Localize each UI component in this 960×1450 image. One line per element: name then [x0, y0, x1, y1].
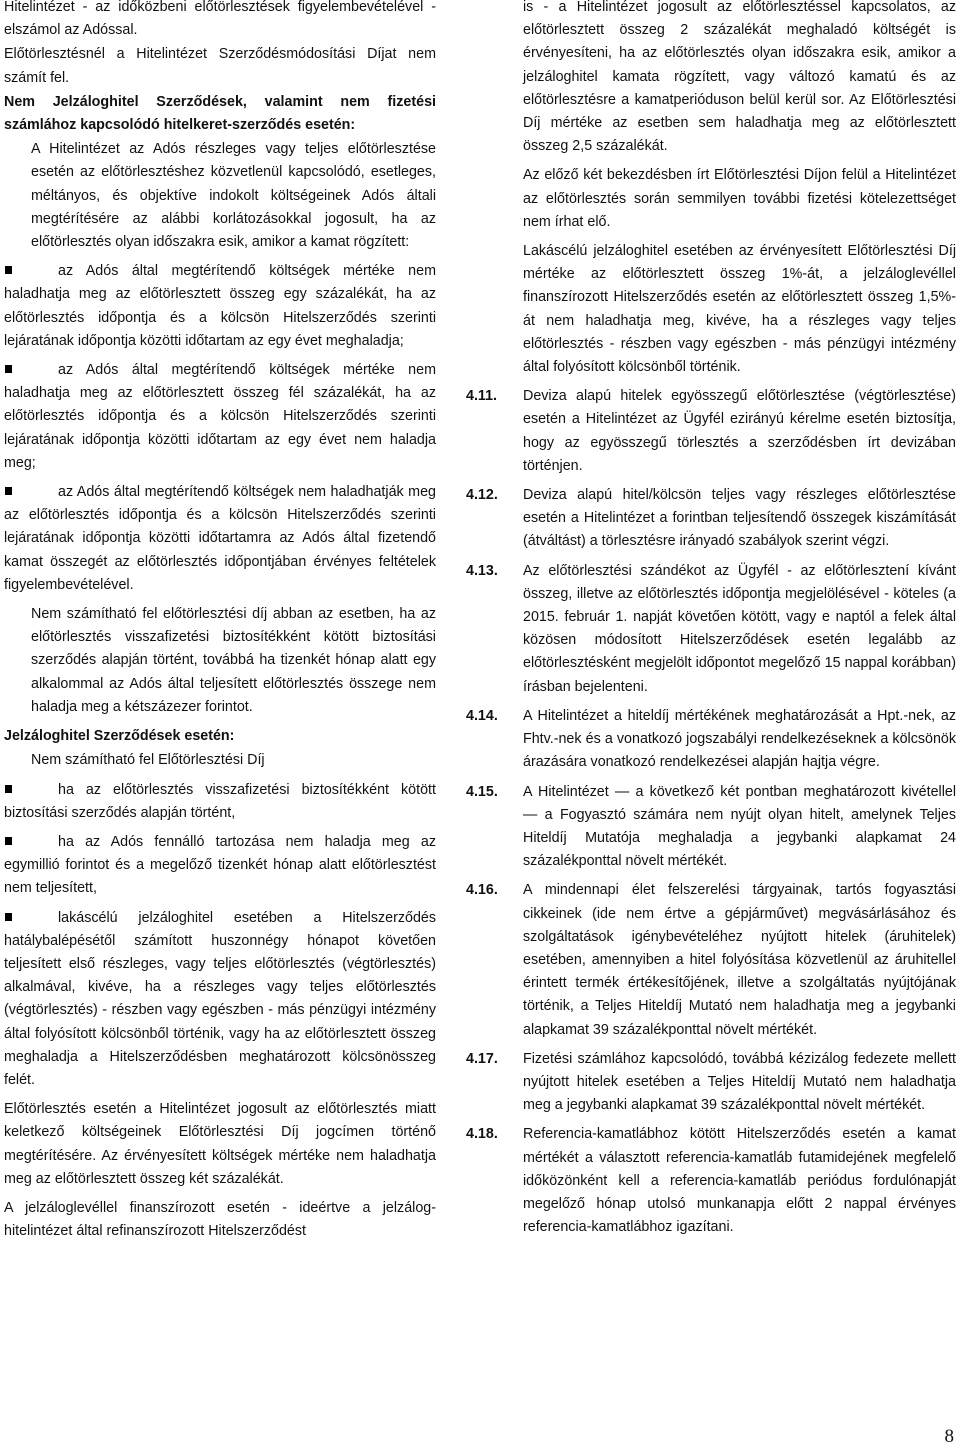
- bullet-item: [4, 907, 436, 1093]
- paragraph-prepayment-fee: Előtörlesztésnél a Hitelintézet Szerződésmódosítási Díjat nem számít fel.: [4, 46, 436, 86]
- numbered-section-4-18: [466, 1123, 956, 1239]
- paragraph-housing-mortgage: Lakáscélú jelzáloghitel esetében az érvényesített Előtörlesztési Díj mértéke az előtörlesztett összeg 1%-át, a jelzáloglevéllel finanszírozott Hitelszerződés esetén az előtörlesztett összeg 1,5%-át nem haladhatja meg, kivéve, ha a részleges vagy teljes előtörlesztés - részben vagy egészben - más pénzügyi intézmény által folyósított kölcsönből történik.: [523, 243, 956, 376]
- square-bullet-icon: [5, 365, 12, 373]
- section-number: 4.13.: [466, 562, 498, 579]
- section-number: 4.18.: [466, 1126, 498, 1143]
- section-heading-non-mortgage: Nem Jelzáloghitel Szerződések, valamint nem fizetési számlához kapcsolódó hitelkeret-szerződés esetén:: [4, 93, 436, 134]
- section-text: Deviza alapú hitel/kölcsön teljes vagy részleges előtörlesztése esetén a Hitelintézet a forintban teljesítendő összegek kiszámítását (átváltást) a törlesztésre irányadó szabályok szerint végzi.: [523, 487, 956, 550]
- square-bullet-icon: [5, 487, 12, 495]
- paragraph-cost-limits: A Hitelintézet az Adós részleges vagy teljes előtörlesztése esetén az előtörlesztéshez közvetlenül kapcsolódó, esetleges, méltányos, és objektíve indokolt költségeinek Adós általi megtérítésére az alábbi korlátozásokkal jogosult, ha az előtörlesztés olyan időszakra esik, amikor a kamat rögzített:: [31, 141, 436, 251]
- bullet-text: ha az Adós fennálló tartozása nem haladja meg az egymillió forintot és a megelőző tizenkét hónap alatt előtörlesztést nem teljesített,: [4, 833, 436, 897]
- section-number: 4.12.: [466, 487, 498, 504]
- square-bullet-icon: [5, 785, 12, 793]
- numbered-section-4-13: [466, 560, 956, 699]
- bullet-item: [4, 481, 436, 597]
- bullet-text: lakáscélú jelzáloghitel esetében a Hitelszerződés hatálybalépésétől számított huszonnégy hónapot követően teljesített első részleges, vagy teljes előtörlesztés (végtörlesztés) alkalmával, kivéve, ha a részleges vagy teljes előtörlesztés (végtörlesztés) - részben vagy egészben - más pénzügyi intézmény által folyósított kölcsönből történik, vagy ha az előtörlesztett összeg meghaladja a Hitelszerződésben meghatározott kölcsönösszeg felét.: [4, 909, 436, 1088]
- page-number: 8: [944, 1425, 954, 1447]
- bullet-item: [4, 260, 436, 353]
- numbered-section-4-12: [466, 484, 956, 554]
- section-heading-mortgage: Jelzáloghitel Szerződések esetén:: [4, 728, 235, 745]
- section-text: Az előtörlesztési szándékot az Ügyfél - az előtörlesztení kívánt összeg, illetve az előtörlesztés időpontja megjelölésével - köteles (a 2015. február 1. napját követően kötött, vagy e naptól a felek által közösen módosított Hitelszerződések esetén legalább az előtörlesztésként megjelölt időpontot megelőző 15 nappal korábban) írásban bejelenteni.: [523, 562, 956, 695]
- section-text: Referencia-kamatlábhoz kötött Hitelszerződés esetén a kamat mértékét a választott referencia-kamatláb futamidejének megfelelő időközönként kell a referencia-kamatláb periódus fordulónapját megelőző hónap utolsó munkanapja előtt 2 nappal érvényes referencia-kamatlábhoz igazítani.: [523, 1126, 956, 1236]
- paragraph-cost-reimbursement: Előtörlesztés esetén a Hitelintézet jogosult az előtörlesztés miatt keletkező költségeinek Előtörlesztési Díj jogcímen történő megtérítésére. Az érvényesített költségek mértéke nem haladhatja meg az előtörlesztett összeg két százalékát.: [4, 1101, 436, 1187]
- numbered-section-4-15: [466, 781, 956, 874]
- paragraph-no-extra-obligation: Az előző két bekezdésben írt Előtörlesztési Díjon felül a Hitelintézet az előtörlesztés során semmilyen további fizetési kötelezettséget nem írhat elő.: [523, 167, 956, 230]
- bullet-text: az Adós által megtérítendő költségek nem haladhatják meg az előtörlesztés időpontja és a kölcsön Hitelszerződés szerinti lejáratának időpontja közötti időtartamra az Adós által fizetendő kamat összegét az előtörlesztés időpontjában érvényes feltételek figyelembevételével.: [4, 484, 436, 593]
- section-number: 4.17.: [466, 1050, 498, 1067]
- paragraph-continuation-right: is - a Hitelintézet jogosult az előtörlesztéssel kapcsolatos, az előtörlesztett összeg 2 százalékát meghaladó költségét is érvényesíteni, ha az előtörlesztés olyan időszakra esik, amikor a jelzáloghitel kamata rögzített, vagy változó kamatú és az előtörlesztésre a kamatperióduson belül kerül sor. Az Előtörlesztési Díj mértéke az esetben sem haladhatja meg az előtörlesztett összeg 2,5 százalékát.: [523, 0, 956, 155]
- numbered-section-4-17: [466, 1048, 956, 1118]
- bullet-text: az Adós által megtérítendő költségek mértéke nem haladhatja meg az előtörlesztett összeg fél százalékát, ha az előtörlesztés időpontja és a kölcsön Hitelszerződés szerinti lejáratának időpontja közötti időtartam az egy évet nem haladja meg;: [4, 362, 436, 471]
- section-text: Fizetési számlához kapcsolódó, továbbá kézizálog fedezete mellett nyújtott hitelek esetében a Teljes Hiteldíj Mutató nem haladhatja meg a jegybanki alapkamat 39 százalékponttal növelt mértékét.: [523, 1050, 956, 1114]
- section-number: 4.16.: [466, 882, 498, 899]
- right-column: [466, 0, 956, 1245]
- section-number: 4.15.: [466, 783, 498, 800]
- bullet-text: az Adós által megtérítendő költségek mértéke nem haladhatja meg az előtörlesztett összeg egy százalékát, ha az előtörlesztés időpontja és a kölcsön Hitelszerződés szerinti lejáratának időpontja közötti időtartam az egy évet meghaladja;: [4, 263, 436, 349]
- section-number: 4.14.: [466, 707, 498, 724]
- paragraph-no-prepayment-fee: Nem számítható fel Előtörlesztési Díj: [31, 752, 265, 769]
- section-text: A Hitelintézet ― a következő két pontban meghatározott kivétellel ― a Fogyasztó számára nem nyújt olyan hitelt, amelynek Teljes Hiteldíj Mutatója meghaladja a jegybanki alapkamat 24 százalékponttal növelt mértékét.: [523, 783, 956, 870]
- numbered-section-4-11: [466, 385, 956, 478]
- square-bullet-icon: [5, 266, 12, 274]
- section-text: A Hitelintézet a hiteldíj mértékének meghatározását a Hpt.-nek, az Fhtv.-nek és a vonatkozó jogszabályi rendelkezéseknek a kölcsönök árazására vonatkozó rendelkezései alapján hajtja végre.: [523, 707, 956, 771]
- paragraph-continuation: Hitelintézet - az időközbeni előtörlesztések figyelembevételével - elszámol az Adóssal.: [4, 0, 436, 39]
- square-bullet-icon: [5, 913, 12, 921]
- numbered-section-4-14: [466, 705, 956, 775]
- numbered-section-4-16: [466, 879, 956, 1041]
- section-text: A mindennapi élet felszerelési tárgyainak, tartós fogyasztási cikkeinek (ide nem értve a gépjárművet) megvásárlásához és szolgáltatások igénybevételéhez nyújtott hitelek (áruhitelek) esetében, amennyiben a hitel folyósítása közvetlenül az áruhitellel érintett termék értékesítőjének, illetve a szolgáltatás nyújtójának történik, a Teljes Hiteldíj Mutató nem haladhatja meg a jegybanki alapkamat 39 százalékponttal növelt mértékét.: [523, 882, 956, 1038]
- section-number: 4.11.: [466, 388, 498, 405]
- square-bullet-icon: [5, 837, 12, 845]
- left-column: [4, 0, 436, 1249]
- paragraph-no-fee: Nem számítható fel előtörlesztési díj abban az esetben, ha az előtörlesztés visszafizetési biztosítékként kötött biztosítási szerződés alapján történt, továbbá ha tizenkét hónap alatt egy alkalommal az Adós által teljesített előtörlesztés összege nem haladja meg a kétszázezer forintot.: [31, 606, 436, 715]
- bullet-item: [4, 831, 436, 901]
- bullet-text: ha az előtörlesztés visszafizetési biztosítékként kötött biztosítási szerződés alapján történt,: [4, 781, 436, 821]
- bullet-item: [4, 359, 436, 475]
- paragraph-mortgage-bond: A jelzáloglevéllel finanszírozott esetén - ideértve a jelzálog-hitelintézet által refinanszírozott Hitelszerződést: [4, 1199, 436, 1240]
- section-text: Deviza alapú hitelek egyösszegű előtörlesztése (végtörlesztése) esetén a Hitelintézet az Ügyfél ezirányú kérelme esetén biztosítja, hogy az egyösszegű törlesztés a szerződésben írt devizában történjen.: [523, 388, 956, 474]
- bullet-item: [4, 779, 436, 825]
